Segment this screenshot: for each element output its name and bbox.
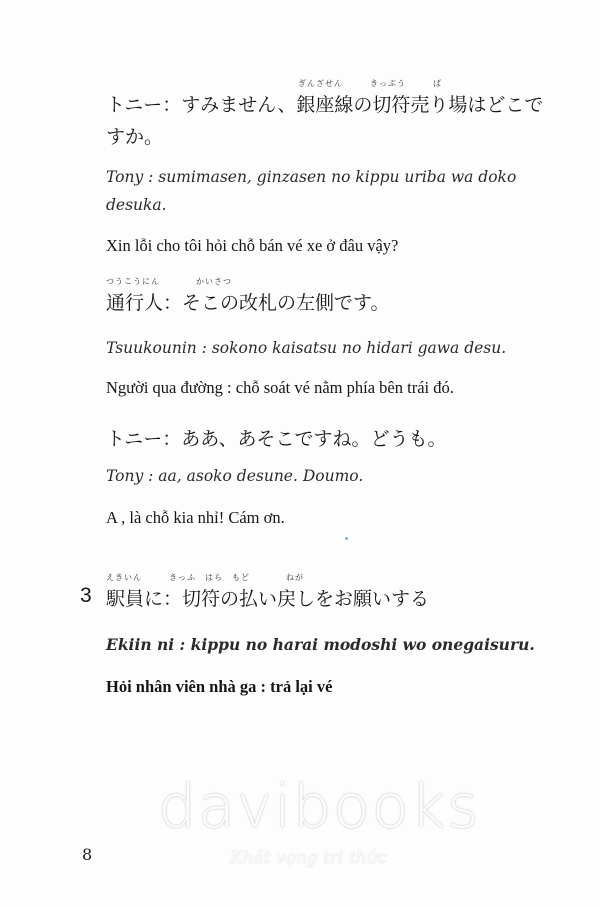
watermark-brand: davibooks — [158, 772, 481, 842]
ruby-line-2: つうこうにん かいさつ — [106, 277, 232, 286]
dialogue-2-vietnamese: Người qua đường : chỗ soát vé nằm phía bên trái đó. — [106, 378, 454, 397]
dialogue-3-vietnamese: A , là chỗ kia nhỉ! Cám ơn. — [106, 508, 285, 527]
watermark-slogan: Khát vọng tri thức — [230, 848, 388, 868]
dialogue-2-romaji: Tsuukounin : sokono kaisatsu no hidari gawa desu. — [106, 339, 507, 357]
dialogue-1-japanese-b: すか。 — [106, 126, 164, 148]
section-3-title-romaji: Ekiin ni : kippu no harai modoshi wo onegaisuru. — [106, 635, 535, 654]
section-number: 3 — [80, 584, 92, 607]
dialogue-3-romaji: Tony : aa, asoko desune. Doumo. — [106, 467, 364, 485]
ink-dot — [345, 537, 348, 540]
page-number: 8 — [82, 845, 93, 864]
dialogue-1-romaji-b: desuka. — [106, 196, 167, 214]
dialogue-1-vietnamese: Xin lỗi cho tôi hỏi chỗ bán vé xe ở đâu vậy? — [106, 236, 399, 255]
dialogue-3-japanese: トニー：ああ、あそこですね。どうも。 — [106, 428, 447, 450]
dialogue-2-japanese: 通行人：そこの改札の左側です。 — [106, 292, 390, 314]
dialogue-1-romaji-a: Tony : sumimasen, ginzasen no kippu uriba wa doko — [106, 168, 517, 186]
ruby-section-3: えきいん きっふ はら もど ねが — [106, 573, 304, 582]
section-3-title-japanese: 駅員に：切符の払い戻しをお願いする — [106, 588, 430, 610]
section-3-title-vietnamese: Hỏi nhân viên nhà ga : trả lại vé — [106, 677, 333, 696]
dialogue-1-japanese-a: トニー：すみません、銀座線の切符売り場はどこで — [106, 94, 544, 116]
ruby-line-1: ぎんざせん きっぷう ば — [298, 79, 442, 88]
